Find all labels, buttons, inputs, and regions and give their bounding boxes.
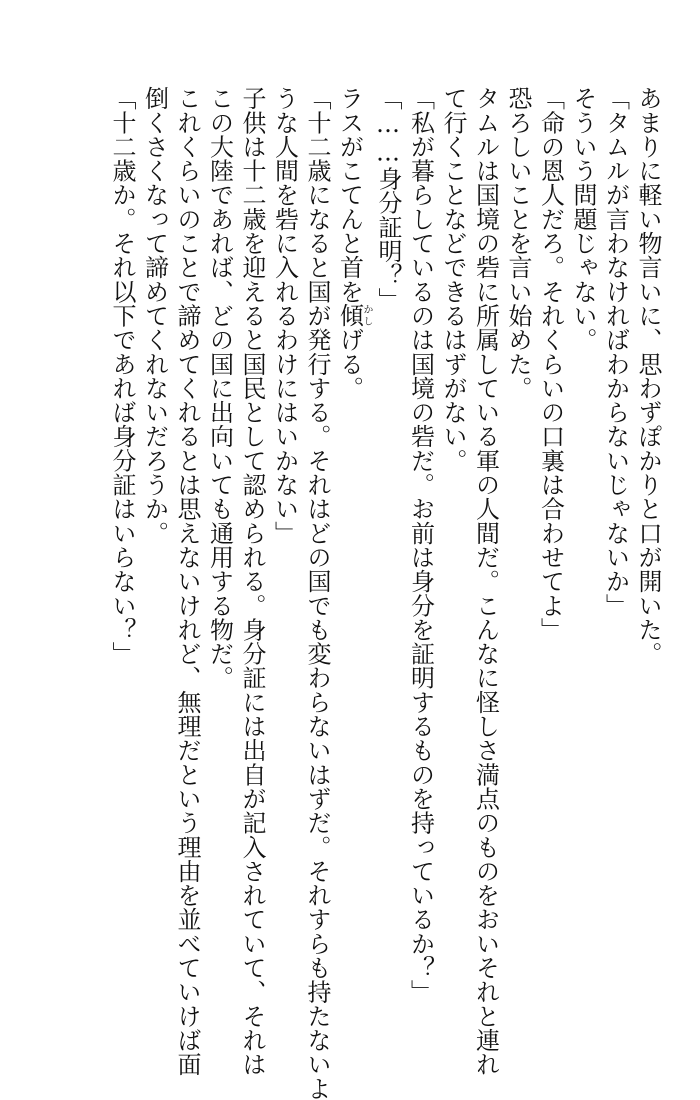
text-line: 「タムルが言わなければわからないじゃないか」 [601, 86, 630, 618]
text-line: タムルは国境の砦に所属している軍の人間だ。こんなに怪しさ満点のものをおいそれと連れ [471, 86, 500, 1077]
text-line: これくらいのことで諦めてくれるとは思えないけれど、無理だという理由を並べていけば面 [173, 86, 201, 1077]
ruby-reading: かし [361, 303, 372, 328]
text-line: 「私が暮らしているのは国境の砦だ。お前は身分を証明するものを持っているか？」 [406, 86, 435, 1004]
text-line: この大陸であれば、どの国に出向いても通用する物だ。 [205, 86, 234, 690]
ruby-annotation [335, 303, 372, 328]
vertical-text-body [106, 86, 665, 1100]
text-line: 恐ろしいことを言い始めた。 [504, 86, 532, 400]
text-line-with-ruby: ラスがこてんと首を傾かしげる。 [335, 86, 372, 400]
text-line: 「命の恩人だろ。それくらいの口裏は合わせてよ」 [536, 86, 565, 642]
text-line: そういう問題じゃない。 [569, 86, 597, 352]
text-line: あまりに軽い物言いに、思わずぽかりと口が開いた。 [634, 86, 662, 666]
text-line: 「十二歳になると国が発行する。それはどの国でも変わらないはずだ。それすらも持たないよ [303, 86, 331, 1100]
text-line: て行くことなどできるはずがない。 [439, 86, 467, 473]
text-line: 「……身分証明？」 [374, 86, 402, 312]
ruby-base: 傾 [335, 303, 364, 328]
text-line: うな人間を砦に入れるわけにはいかない」 [270, 86, 299, 545]
text-line: 「十二歳か。それ以下であれば身分証はいらない？」 [108, 86, 136, 666]
text-line: 子供は十二歳を迎えると国民として認められる。身分証には出自が記入されていて、それは [238, 86, 266, 1077]
text-line: 倒くさくなって諦めてくれないだろうか。 [140, 86, 169, 545]
